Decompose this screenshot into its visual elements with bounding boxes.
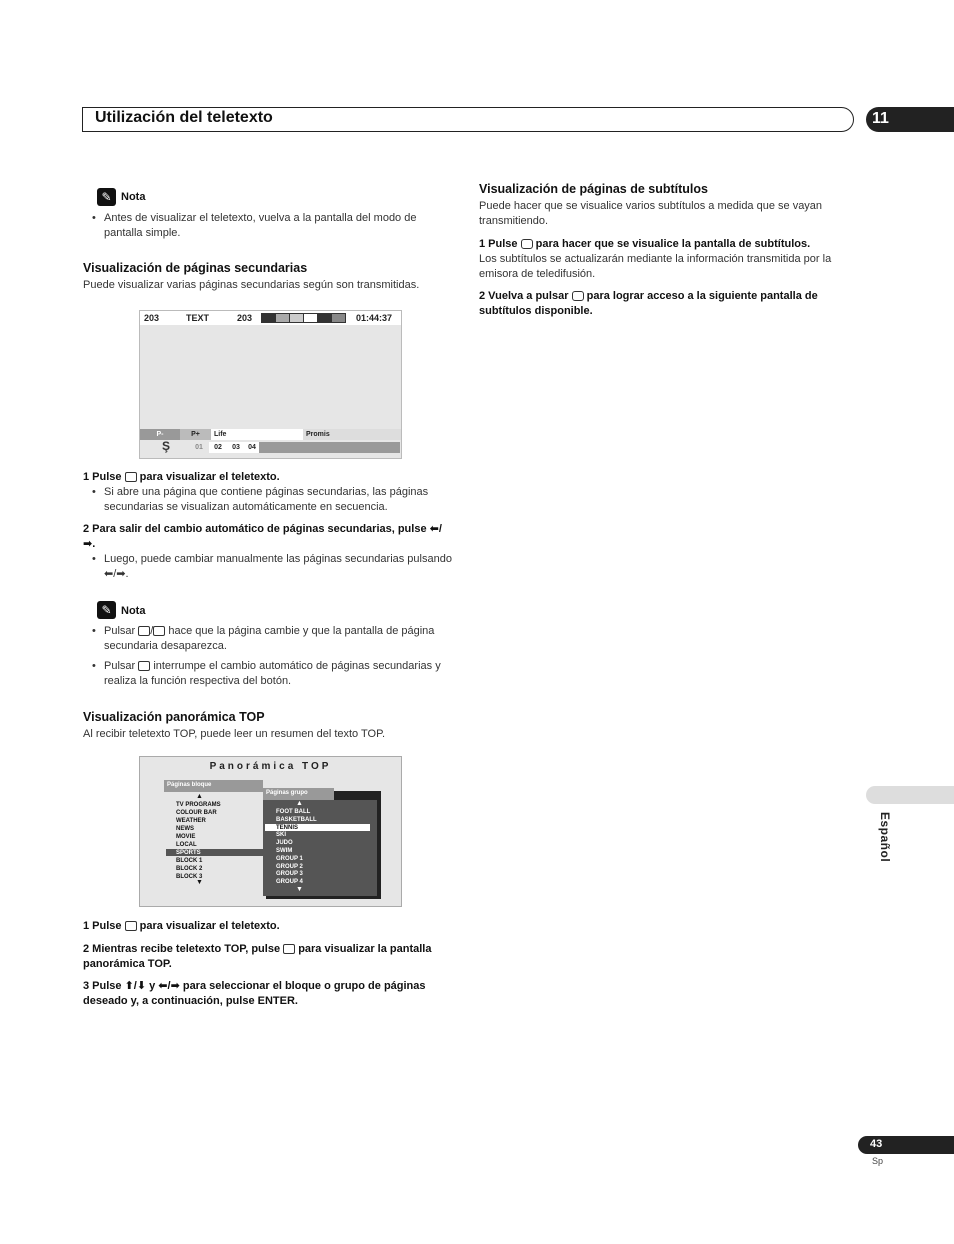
note-bullet-text-end: hace que la página cambie y que la pantalla de página secundaria desaparezca. <box>104 625 435 652</box>
note-pencil-icon: ✎ <box>97 601 116 619</box>
list-item: GROUP 4 <box>276 879 303 886</box>
list-item: BLOCK 2 <box>176 866 203 872</box>
list-item-selected: SPORTS <box>176 850 201 856</box>
step-1 <box>479 237 869 252</box>
list-item: GROUP 1 <box>276 855 303 862</box>
step-2-text: 2 Mientras recibe teletexto TOP, pulse <box>83 943 281 955</box>
note-bullet: • Pulsar / hace que la página cambie y que la pantalla de página secundaria desaparezca. <box>104 624 449 654</box>
section-intro: Puede hacer que se visualice varios subtítulos a medida que se vayan transmitiendo. <box>479 200 823 227</box>
step-1-text-end: para visualizar el teletexto. <box>139 471 280 483</box>
step-1-bullet: • Si abre una página que contiene páginas secundarias, las páginas secundarias se visualizan automáticamente en secuencia. <box>104 485 459 515</box>
note-bullet: • Antes de visualizar el teletexto, vuelva a la pantalla del modo de pantalla simple. <box>104 211 456 241</box>
list-item: WEATHER <box>176 818 206 824</box>
page-button-icon <box>138 626 150 636</box>
list-item: TV PROGRAMS <box>176 802 221 808</box>
list-item-selected: TENNIS <box>276 824 299 831</box>
screen-title: Panorámica TOP <box>209 761 332 772</box>
step-1 <box>83 919 280 934</box>
subpage-item: 03 <box>227 442 245 453</box>
step-2: 2 Para salir del cambio automático de páginas secundarias, pulse ⬅/➡. <box>83 523 442 550</box>
note-bullet-text: Pulsar <box>104 625 136 637</box>
step-1 <box>83 470 280 485</box>
step-2 <box>83 942 448 972</box>
page-number-badge: 43 <box>858 1136 954 1154</box>
promis-label: Promis <box>303 429 401 440</box>
step-1-text: 1 Pulse <box>479 238 518 250</box>
note-bullet-text-end: interrumpe el cambio automático de páginas secundarias y realiza la función respectiva del botón. <box>104 660 441 687</box>
subpage-item: 02 <box>209 442 227 453</box>
subtitle-button-icon <box>521 239 533 249</box>
hold-icon: Ş <box>162 439 171 453</box>
teletext-button-icon <box>125 921 137 931</box>
step-2-text-end: para visualizar la pantalla panorámica TOP. <box>83 943 432 970</box>
list-item: BLOCK 3 <box>176 874 203 880</box>
p-minus-key: P- <box>140 429 180 440</box>
scroll-down-icon: ▼ <box>296 886 303 893</box>
list-item: NEWS <box>176 826 194 832</box>
step-2-bullet: • Luego, puede cambiar manualmente las páginas secundarias pulsando ⬅/➡. <box>104 552 454 582</box>
section-title: Visualización de páginas de subtítulos <box>479 182 708 196</box>
page-number-2: 203 <box>237 313 253 323</box>
teletext-button-icon <box>125 472 137 482</box>
p-plus-key: P+ <box>180 429 211 440</box>
step-3: 3 Pulse ⬆/⬇ y ⬅/➡ para seleccionar el bloque o grupo de páginas deseado y, a continuación, pulse ENTER. <box>83 980 426 1007</box>
section-title: Visualización de páginas secundarias <box>83 261 308 275</box>
subpage-item: 04 <box>245 442 259 453</box>
list-item: FOOT BALL <box>276 809 311 815</box>
step-1-text: 1 Pulse <box>83 471 122 483</box>
signal-bar <box>261 313 346 323</box>
chapter-number: 11 <box>866 107 954 132</box>
note-label: Nota <box>121 605 146 617</box>
language-label: Español <box>878 812 892 863</box>
list-item: LOCAL <box>176 842 197 848</box>
step-2 <box>479 289 864 319</box>
list-item: JUDO <box>276 840 293 847</box>
scroll-up-icon: ▲ <box>196 793 203 800</box>
page-title: Utilización del teletexto <box>95 109 273 126</box>
subpage-strip <box>259 442 400 453</box>
top-button-icon <box>283 944 295 954</box>
menu-button-icon <box>138 661 150 671</box>
list-item: BASKETBALL <box>276 816 317 823</box>
step-1-text-end: para hacer que se visualice la pantalla de subtítulos. <box>535 238 811 250</box>
language-code: Sp <box>872 1156 884 1166</box>
scroll-up-icon: ▲ <box>296 800 303 807</box>
list-item: SWIM <box>276 847 293 854</box>
scroll-down-icon: ▼ <box>196 879 203 886</box>
group-list <box>276 809 317 887</box>
list-item: GROUP 2 <box>276 863 303 870</box>
section-title: Visualización panorámica TOP <box>83 710 265 724</box>
page-button-icon-2 <box>153 626 165 636</box>
list-item: COLOUR BAR <box>176 810 217 816</box>
list-item: GROUP 3 <box>276 871 303 878</box>
note-pencil-icon: ✎ <box>97 188 116 206</box>
group-pages-header: Páginas grupo <box>263 788 334 800</box>
step-2-text: 2 Vuelva a pulsar <box>479 290 569 302</box>
list-item: SKI <box>276 832 287 839</box>
note-label: Nota <box>121 191 146 203</box>
mode-label: TEXT <box>186 313 210 323</box>
language-tab <box>866 786 954 804</box>
page-number: 203 <box>144 313 160 323</box>
list-item: MOVIE <box>176 834 196 840</box>
step-1-text: 1 Pulse <box>83 920 122 932</box>
step-1-text-end: para visualizar el teletexto. <box>139 920 280 932</box>
clock: 01:44:37 <box>356 313 393 323</box>
note-bullet-text: Pulsar <box>104 660 136 672</box>
subpage-item: 01 <box>189 442 209 453</box>
step-2-text-end: para lograr acceso a la siguiente pantalla de subtítulos disponible. <box>479 290 818 317</box>
subtitle-button-icon <box>572 291 584 301</box>
step-1-body: Los subtítulos se actualizarán mediante la información transmitida por la emisora de teledifusión. <box>479 253 832 280</box>
section-intro: Al recibir teletexto TOP, puede leer un resumen del texto TOP. <box>83 728 386 740</box>
section-intro: Puede visualizar varias páginas secundarias según son transmitidas. <box>83 279 420 291</box>
block-list <box>176 801 221 881</box>
note-bullet <box>104 659 449 689</box>
life-label: Life <box>211 429 303 440</box>
list-item: BLOCK 1 <box>176 858 203 864</box>
block-pages-header: Páginas bloque <box>164 780 263 792</box>
